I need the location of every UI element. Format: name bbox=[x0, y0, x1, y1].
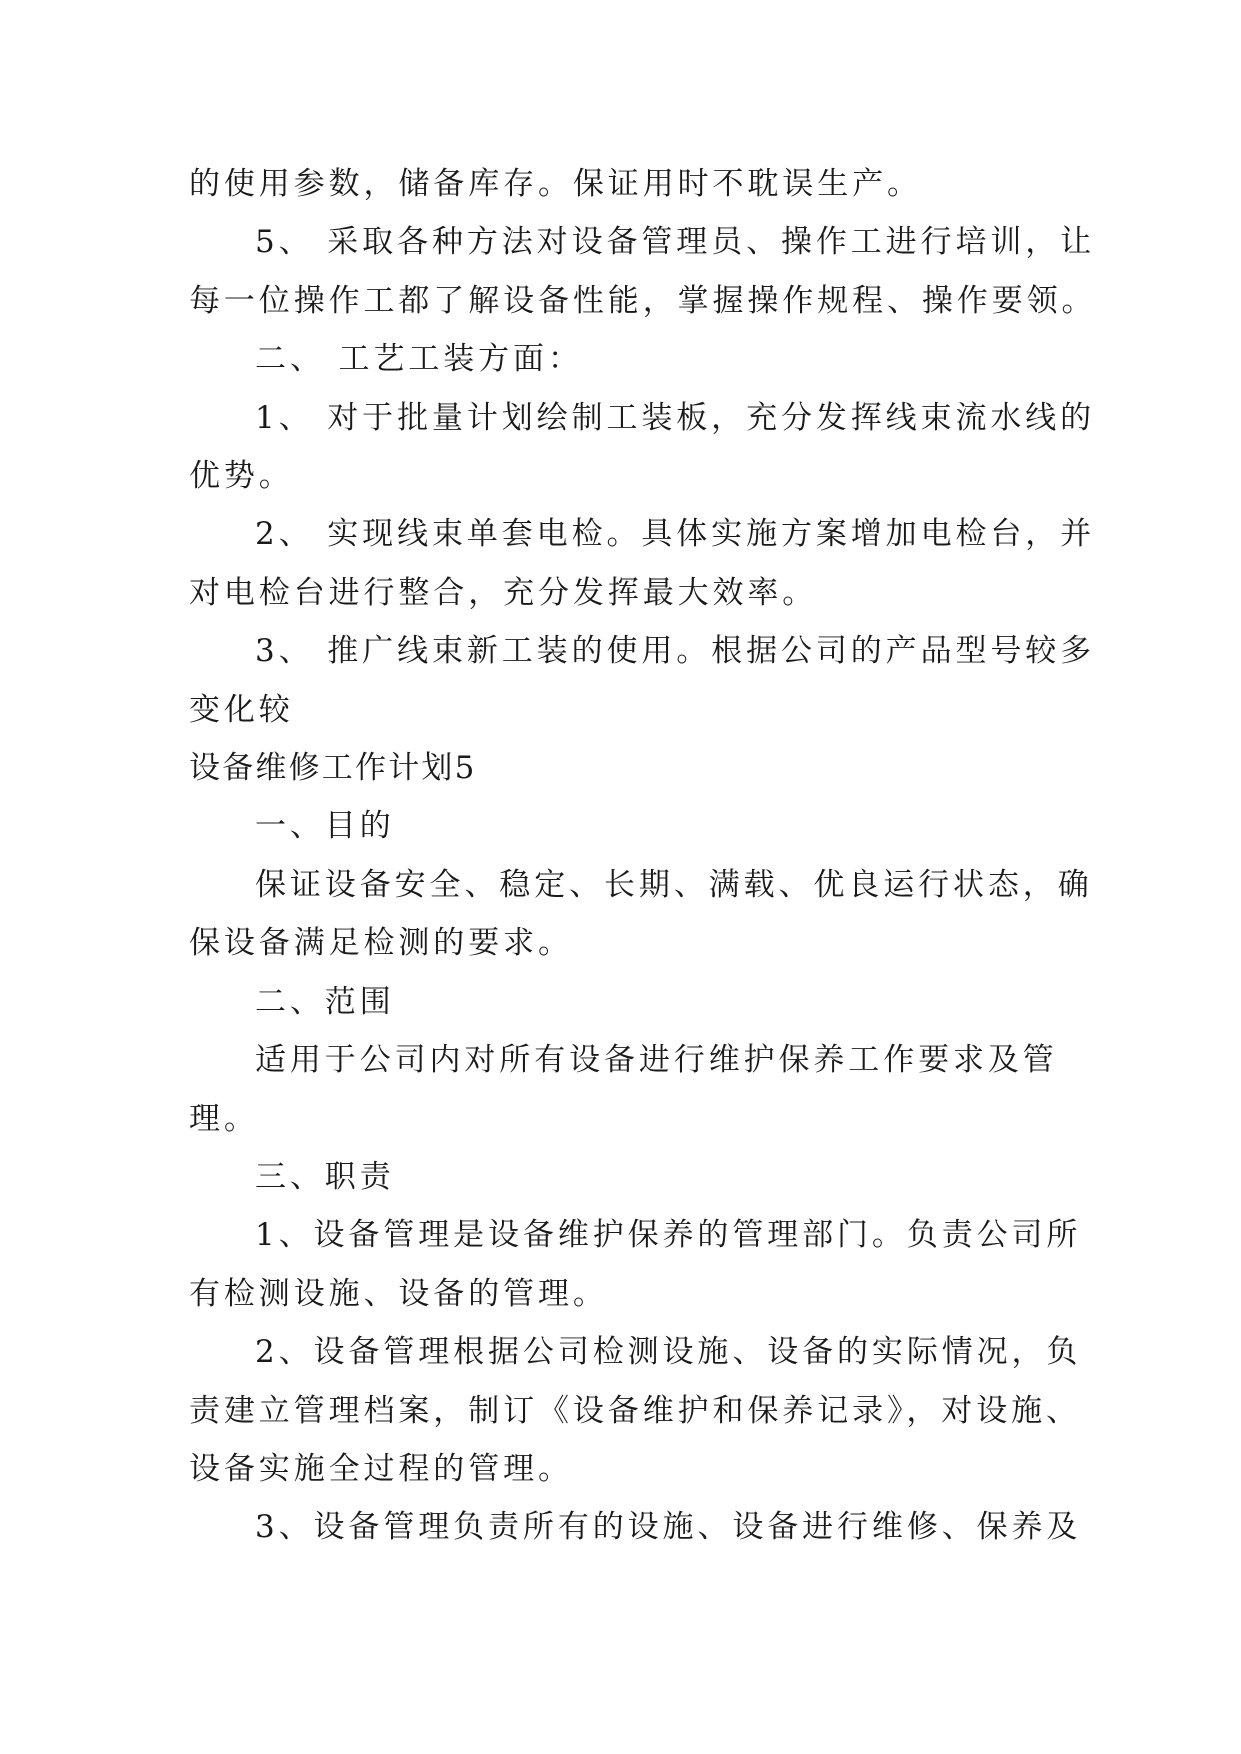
text-line: 1、 对于批量计划绘制工装板，充分发挥线束流水线的 bbox=[255, 399, 1096, 436]
text-line: 3、 推广线束新工装的使用。根据公司的产品型号较多 bbox=[255, 633, 1096, 670]
text-line: 2、设备管理根据公司检测设施、设备的实际情况，负 bbox=[255, 1334, 1082, 1371]
text-line: 的使用参数，储备库存。保证用时不耽误生产。 bbox=[189, 166, 922, 202]
text-line: 2、 实现线束单套电检。具体实施方案增加电检台，并 bbox=[255, 516, 1096, 553]
text-line: 5、 采取各种方法对设备管理员、操作工进行培训，让 bbox=[255, 224, 1096, 261]
text-line: 优势。 bbox=[189, 458, 294, 495]
text-line: 对电检台进行整合，充分发挥最大效率。 bbox=[189, 574, 818, 611]
text-line: 1、设备管理是设备维护保养的管理部门。负责公司所 bbox=[255, 1217, 1082, 1254]
text-line: 适用于公司内对所有设备进行维护保养工作要求及管 bbox=[255, 1042, 1058, 1079]
document-body bbox=[189, 155, 1097, 1557]
text-line: 每一位操作工都了解设备性能，掌握操作规程、操作要领。 bbox=[189, 282, 1097, 319]
text-line: 有检测设施、设备的管理。 bbox=[189, 1275, 608, 1312]
text-line: 理。 bbox=[189, 1100, 259, 1137]
text-line: 变化较 bbox=[189, 691, 294, 728]
text-line: 3、设备管理负责所有的设施、设备进行维修、保养及 bbox=[255, 1509, 1082, 1546]
text-line: 责建立管理档案，制订《设备维护和保养记录》，对设施、 bbox=[189, 1392, 1081, 1429]
text-line: 设备实施全过程的管理。 bbox=[189, 1450, 573, 1487]
text-line: 保设备满足检测的要求。 bbox=[189, 925, 573, 962]
section-heading: 二、范围 bbox=[255, 983, 395, 1020]
section-heading: 一、目的 bbox=[255, 808, 395, 845]
section-heading: 二、 工艺工装方面： bbox=[255, 341, 583, 378]
text-line: 保证设备安全、稳定、长期、满载、优良运行状态，确 bbox=[255, 866, 1093, 903]
document-title: 设备维修工作计划5 bbox=[189, 750, 477, 787]
section-heading: 三、职责 bbox=[255, 1158, 395, 1195]
